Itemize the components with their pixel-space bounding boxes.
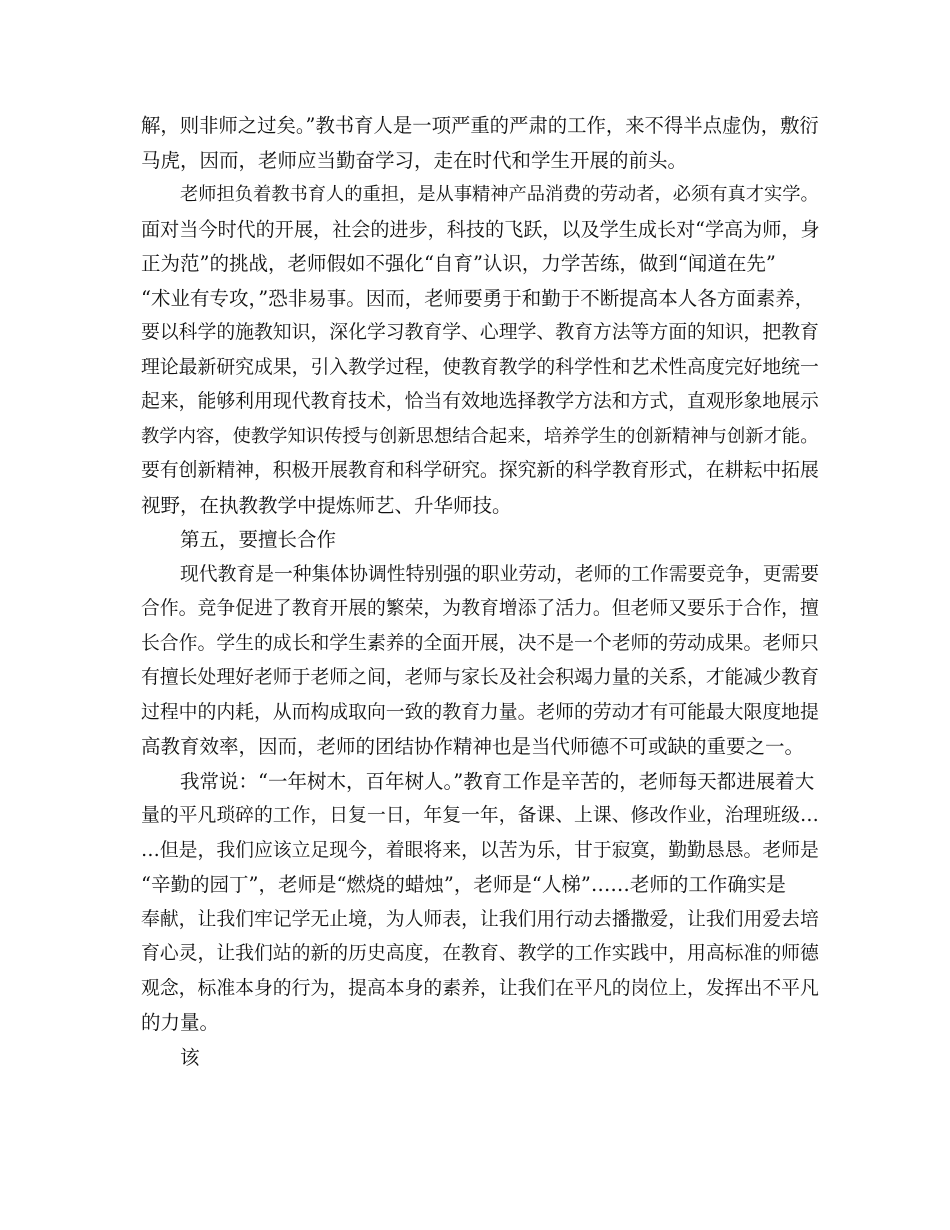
text-line: 合作。竞争促进了教育开展的繁荣，为教育增添了活力。但老师又要乐于合作，擅: [141, 598, 819, 619]
text-line: 第五，要擅长合作: [180, 528, 337, 551]
text-line: 马虎，因而，老师应当勤奋学习，走在时代和学生开展的前头。: [141, 148, 688, 172]
text-line: “辛勤的园丁”，老师是“燃烧的蜡烛”，老师是“人梯”……老师的工作确实是: [141, 873, 786, 896]
text-line: 教学内容，使教学知识传授与创新思想结合起来，培养学生的创新精神与创新才能。: [141, 425, 819, 447]
text-line: “术业有专攻，”恐非易事。因而，老师要勇于和勤于不断提高本人各方面素养，: [141, 286, 815, 310]
text-line: 理论最新研究成果，引入教学过程，使教育教学的科学性和艺术性高度完好地统一: [141, 356, 819, 378]
text-line: 高教育效率，因而，老师的团结协作精神也是当代师德不可或缺的重要之一。: [141, 735, 805, 758]
text-line: 有擅长处理好老师于老师之间，老师与家长及社会积竭力量的关系，才能减少教育: [141, 667, 819, 688]
text-line: 奉献，让我们牢记学无止境，为人师表，让我们用行动去播撒爱，让我们用爱去培: [141, 908, 819, 930]
text-line: 观念，标准本身的行为，提高本身的素养，让我们在平凡的岗位上，发挥出不平凡: [141, 977, 819, 999]
text-line: …但是，我们应该立足现今，着眼将来，以苦为乐，甘于寂寞，勤勤恳恳。老师是: [141, 839, 819, 861]
text-line: 解，则非师之过矣。”教书育人是一项严重的严肃的工作，来不得半点虚伪，敷衍: [141, 114, 819, 137]
text-line: 视野，在执教教学中提炼师艺、升华师技。: [141, 493, 512, 517]
text-line: 面对当今时代的开展，社会的进步，科技的飞跃，以及学生成长对“学高为师，身: [141, 217, 820, 241]
text-line: 我常说：“一年树木，百年树人。”教育工作是辛苦的，老师每天都进展着大: [180, 769, 815, 793]
text-line: 现代教育是一种集体协调性特别强的职业劳动，老师的工作需要竞争，更需要: [180, 563, 820, 585]
text-line: 长合作。学生的成长和学生素养的全面开展，决不是一个老师的劳动成果。老师只: [141, 632, 819, 654]
text-line: 的力量。: [141, 1011, 220, 1034]
text-line: 过程中的内耗，从而构成取向一致的教育力量。老师的劳动才有可能最大限度地提: [141, 701, 819, 723]
text-line: 起来，能够利用现代教育技术，恰当有效地选择教学方法和方式，直观形象地展示: [141, 391, 819, 412]
text-line: 正为范”的挑战，老师假如不强化“自育”认识，力学苦练，做到“闻道在先”: [141, 252, 776, 275]
text-line: 要以科学的施教知识，深化学习教育学、心理学、教育方法等方面的知识，把教育: [141, 322, 819, 343]
text-line: 老师担负着教书育人的重担，是从事精神产品消费的劳动者，必须有真才实学。: [180, 184, 819, 205]
text-line: 该: [180, 1045, 200, 1069]
text-line: 要有创新精神，积极开展教育和科学研究。探究新的科学教育形式，在耕耘中拓展: [141, 460, 819, 481]
text-line: 量的平凡琐碎的工作，日复一日，年复一年，备课、上课、修改作业，治理班级…: [141, 805, 819, 826]
text-line: 育心灵，让我们站的新的历史高度，在教育、教学的工作实践中，用高标准的师德: [141, 943, 819, 964]
document-body: [141, 109, 823, 1075]
